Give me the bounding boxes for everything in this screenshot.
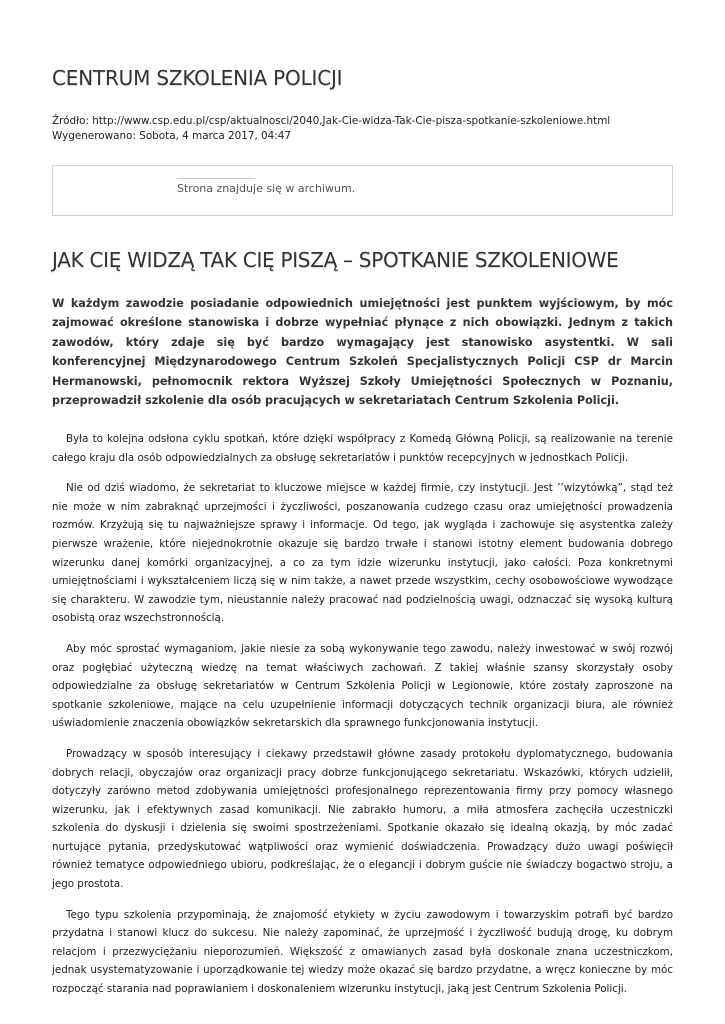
archive-notice-text: Strona znajduje się w archiwum. bbox=[177, 182, 356, 195]
archive-notice bbox=[52, 165, 673, 216]
article-title: JAK CIĘ WIDZĄ TAK CIĘ PISZĄ – SPOTKANIE SZKOLENIOWE bbox=[52, 248, 619, 272]
article-body bbox=[52, 430, 673, 1011]
article-paragraph: Aby móc sprostać wymaganiom, jakie niesie za sobą wykonywanie tego zawodu, należy inwestować w swój rozwój oraz pogłębiać użyteczną wiedzę na temat właściwych zachowań. Z takiej właśnie szansy skorzystały osoby odpowiedzialne za obsługę sekretariatów w Centrum Szkolenia Policji w Legionowie, które zostały zaproszone na spotkanie szkoleniowe, mające na celu uzupełnienie informacji dotyczących technik organizacji biura, ale również uświadomienie znaczenia obowiązków sekretarskich dla sprawnego funkcjonowania instytucji. bbox=[52, 642, 673, 730]
article-paragraph: Była to kolejna odsłona cyklu spotkań, które dzięki współpracy z Komedą Główną Policji, są realizowanie na terenie całego kraju dla osób odpowiedzialnych za obsługę sekretariatów i punktów recepcyjnych w jednostkach Policji. bbox=[52, 433, 673, 464]
archive-divider bbox=[177, 178, 255, 179]
article-lead: W każdym zawodzie posiadanie odpowiednich umiejętności jest punktem wyjściowym, by móc zajmować określone stanowiska i dobrze wypełniać płynące z nich obowiązki. Jednym z takich zawodów, który zdaje się być bardzo wymagający jest stanowisko asystentki. W sali konferencyjnej Międzynarodowego Centrum Szkoleń Specjalistycznych Policji CSP dr Marcin Hermanowski, pełnomocnik rektora Wyższej Szkoły Umiejętności Społecznych w Poznaniu, przeprowadził szkolenie dla osób pracujących w sekretariatach Centrum Szkolenia Policji. bbox=[52, 297, 673, 408]
article-paragraph: Nie od dziś wiadomo, że sekretariat to kluczowe miejsce w każdej firmie, czy instytucji. Jest ’’wizytówką”, stąd też nie może w nim zabraknąć uprzejmości i życzliwości, poszanowania cudzego czasu oraz umiejętności prowadzenia rozmów. Krzyżują się tu najważniejsze sprawy i informacje. Od tego, jak wygląda i zachowuje się asystentka zależy pierwsze wrażenie, które niejednokrotnie okazuje się bardzo trwałe i stanowi istotny element budowania dobrego wizerunku danej komórki organizacyjnej, a co za tym idzie wizerunku instytucji, jako całości. Poza konkretnymi umiejętnościami i wykształceniem liczą się w nim także, a nawet przede wszystkim, cechy osobowościowe wywodzące się charakteru. W zawodzie tym, nieustannie należy pracować nad podzielnością uwagi, odznaczać się wysoką kulturą osobistą oraz wszechstronnością. bbox=[52, 482, 673, 625]
document-meta bbox=[52, 114, 610, 144]
article-paragraph: Tego typu szkolenia przypominają, że znajomość etykiety w życiu zawodowym i towarzyskim potrafi być bardzo przydatna i stanowi klucz do sukcesu. Nie należy zapominać, że uprzejmość i życzliwość budują drogę, ku dobrym relacjom i przezwyciężaniu nieporozumień. Większość z omawianych zasad była doskonale znana uczestniczkom, jednak usystematyzowanie i uporządkowanie tej wiedzy może okazać się bardzo przydatne, a wręcz konieczne by móc rozpocząć starania nad poprawianiem i doskonaleniem wizerunku instytucji, jaką jest Centrum Szkolenia Policji. bbox=[52, 908, 673, 996]
generated-line: Wygenerowano: Sobota, 4 marca 2017, 04:47 bbox=[52, 130, 291, 142]
article-paragraph: Prowadzący w sposób interesujący i ciekawy przedstawił główne zasady protokołu dyplomatycznego, budowania dobrych relacji, obyczajów oraz organizacji pracy dobrze funkcjonującego sekretariatu. Wskazówki, których udzielił, dotyczyły zarówno metod zdobywania umiejętności profesjonalnego reprezentowania firmy przy pomocy własnego wizerunku, jak i efektywnych zasad komunikacji. Nie zabrakło humoru, a miła atmosfera zachęciła uczestniczki szkolenia do dyskusji i dzielenia się swoimi spostrzeżeniami. Spotkanie okazało się idealną okazją, by móc zadać nurtujące pytania, przedyskutować wątpliwości oraz wymienić doświadczenia. Prowadzący dużo uwagi poświęcił również tematyce odpowiedniego ubioru, podkreślając, że o elegancji i dobrym guście nie świadczy bogactwo stroju, a jego prostota. bbox=[52, 747, 673, 891]
source-line: Źródło: http://www.csp.edu.pl/csp/aktualnosci/2040,Jak-Cie-widza-Tak-Cie-pisza-spotkanie-szkoleniowe.html bbox=[52, 115, 611, 127]
site-title: CENTRUM SZKOLENIA POLICJI bbox=[52, 66, 343, 90]
